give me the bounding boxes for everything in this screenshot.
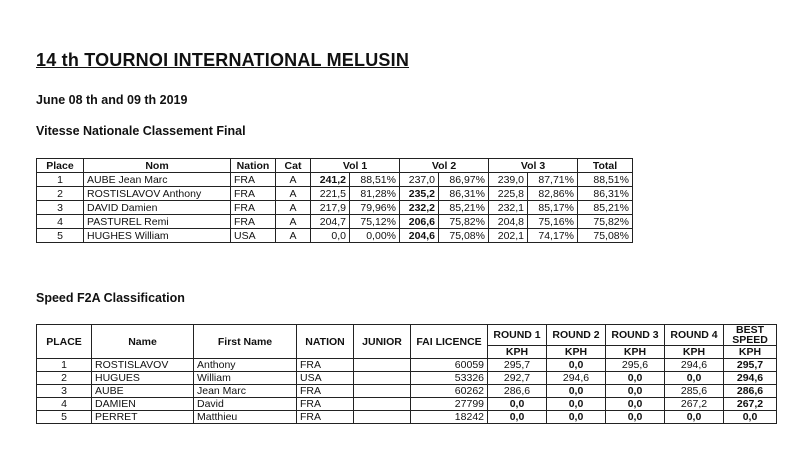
cell-v3: 202,1 xyxy=(489,229,528,243)
cell-total: 75,82% xyxy=(578,215,633,229)
cell-r2: 0,0 xyxy=(547,411,606,424)
cell-place: 2 xyxy=(37,187,84,201)
section-title-national: Vitesse Nationale Classement Final xyxy=(36,124,246,138)
cell-fai: 60059 xyxy=(411,359,488,372)
cell-v2: 235,2 xyxy=(400,187,439,201)
cell-cat: A xyxy=(276,201,311,215)
cell-r4: 285,6 xyxy=(665,385,724,398)
cell-first: David xyxy=(194,398,297,411)
cell-name: AUBE xyxy=(92,385,194,398)
cell-r4: 294,6 xyxy=(665,359,724,372)
cell-first: Anthony xyxy=(194,359,297,372)
cell-nom: ROSTISLAVOV Anthony xyxy=(84,187,231,201)
cell-r1: 286,6 xyxy=(488,385,547,398)
col-cat: Cat xyxy=(276,159,311,173)
page-title: 14 th TOURNOI INTERNATIONAL MELUSIN xyxy=(36,50,410,70)
cell-place: 5 xyxy=(37,411,92,424)
cell-v1: 221,5 xyxy=(311,187,350,201)
cell-first: Jean Marc xyxy=(194,385,297,398)
cell-best: 294,6 xyxy=(724,372,777,385)
cell-cat: A xyxy=(276,229,311,243)
cell-nation: USA xyxy=(297,372,354,385)
cell-r3: 0,0 xyxy=(606,372,665,385)
cell-nation: FRA xyxy=(231,173,276,187)
cell-nation: FRA xyxy=(297,359,354,372)
f2a-results-table xyxy=(36,324,777,424)
cell-place: 2 xyxy=(37,372,92,385)
cell-v2: 237,0 xyxy=(400,173,439,187)
cell-nom: HUGHES William xyxy=(84,229,231,243)
cell-junior xyxy=(354,372,411,385)
cell-place: 1 xyxy=(37,173,84,187)
cell-nation: FRA xyxy=(231,215,276,229)
table-row xyxy=(37,187,633,201)
cell-v2: 232,2 xyxy=(400,201,439,215)
cell-nation: USA xyxy=(231,229,276,243)
best-label: BEST xyxy=(735,324,764,336)
cell-r1: 0,0 xyxy=(488,411,547,424)
cell-r3: 0,0 xyxy=(606,398,665,411)
cell-name: DAMIEN xyxy=(92,398,194,411)
cell-total: 86,31% xyxy=(578,187,633,201)
cell-total: 85,21% xyxy=(578,201,633,215)
cell-name: ROSTISLAVOV xyxy=(92,359,194,372)
cell-name: HUGUES xyxy=(92,372,194,385)
col-junior: JUNIOR xyxy=(354,325,411,359)
col-total: Total xyxy=(578,159,633,173)
cell-fai: 53326 xyxy=(411,372,488,385)
speed-label: SPEED xyxy=(732,334,768,346)
cell-p1: 75,12% xyxy=(350,215,400,229)
cell-best: 0,0 xyxy=(724,411,777,424)
unit-kph-r3: KPH xyxy=(606,346,665,359)
unit-kph-best: KPH xyxy=(724,346,777,359)
cell-p3: 74,17% xyxy=(528,229,578,243)
cell-p1: 88,51% xyxy=(350,173,400,187)
col-name: Name xyxy=(92,325,194,359)
cell-best: 267,2 xyxy=(724,398,777,411)
cell-place: 1 xyxy=(37,359,92,372)
section-title-f2a: Speed F2A Classification xyxy=(36,291,185,305)
cell-r3: 295,6 xyxy=(606,359,665,372)
cell-v1: 204,7 xyxy=(311,215,350,229)
cell-p2: 85,21% xyxy=(439,201,489,215)
cell-p1: 81,28% xyxy=(350,187,400,201)
cell-p3: 82,86% xyxy=(528,187,578,201)
event-date: June 08 th and 09 th 2019 xyxy=(36,93,188,107)
cell-nation: FRA xyxy=(297,411,354,424)
unit-kph-r4: KPH xyxy=(665,346,724,359)
table-row xyxy=(37,385,777,398)
cell-fai: 18242 xyxy=(411,411,488,424)
cell-r2: 0,0 xyxy=(547,385,606,398)
cell-nom: DAVID Damien xyxy=(84,201,231,215)
cell-r1: 292,7 xyxy=(488,372,547,385)
cell-junior xyxy=(354,359,411,372)
cell-total: 88,51% xyxy=(578,173,633,187)
cell-r1: 0,0 xyxy=(488,398,547,411)
cell-best: 286,6 xyxy=(724,385,777,398)
col-nation: NATION xyxy=(297,325,354,359)
table-header-row xyxy=(37,159,633,173)
table-header-row xyxy=(37,325,777,346)
col-round4: ROUND 4 xyxy=(665,325,724,346)
cell-v1: 241,2 xyxy=(311,173,350,187)
cell-v3: 239,0 xyxy=(489,173,528,187)
cell-place: 3 xyxy=(37,201,84,215)
col-place: Place xyxy=(37,159,84,173)
table-row xyxy=(37,173,633,187)
cell-first: William xyxy=(194,372,297,385)
cell-v1: 0,0 xyxy=(311,229,350,243)
cell-cat: A xyxy=(276,215,311,229)
cell-p1: 0,00% xyxy=(350,229,400,243)
cell-p3: 87,71% xyxy=(528,173,578,187)
cell-r2: 0,0 xyxy=(547,398,606,411)
cell-p2: 75,82% xyxy=(439,215,489,229)
col-fai-licence: FAI LICENCE xyxy=(411,325,488,359)
table-row xyxy=(37,411,777,424)
cell-junior xyxy=(354,398,411,411)
cell-p2: 86,97% xyxy=(439,173,489,187)
cell-v3: 204,8 xyxy=(489,215,528,229)
cell-v1: 217,9 xyxy=(311,201,350,215)
col-round2: ROUND 2 xyxy=(547,325,606,346)
col-nation: Nation xyxy=(231,159,276,173)
cell-p2: 75,08% xyxy=(439,229,489,243)
cell-r2: 0,0 xyxy=(547,359,606,372)
cell-p3: 85,17% xyxy=(528,201,578,215)
cell-junior xyxy=(354,411,411,424)
national-results-table xyxy=(36,158,633,243)
col-vol1: Vol 1 xyxy=(311,159,400,173)
cell-cat: A xyxy=(276,187,311,201)
cell-v3: 232,1 xyxy=(489,201,528,215)
table-row xyxy=(37,398,777,411)
table-row xyxy=(37,372,777,385)
table-row xyxy=(37,359,777,372)
cell-place: 4 xyxy=(37,398,92,411)
cell-p3: 75,16% xyxy=(528,215,578,229)
cell-fai: 60262 xyxy=(411,385,488,398)
col-best-speed xyxy=(724,325,777,346)
cell-nom: PASTUREL Remi xyxy=(84,215,231,229)
cell-v2: 204,6 xyxy=(400,229,439,243)
col-nom: Nom xyxy=(84,159,231,173)
cell-first: Matthieu xyxy=(194,411,297,424)
col-round1: ROUND 1 xyxy=(488,325,547,346)
cell-r3: 0,0 xyxy=(606,411,665,424)
col-round3: ROUND 3 xyxy=(606,325,665,346)
cell-cat: A xyxy=(276,173,311,187)
cell-v2: 206,6 xyxy=(400,215,439,229)
cell-p2: 86,31% xyxy=(439,187,489,201)
cell-r4: 0,0 xyxy=(665,411,724,424)
cell-r4: 0,0 xyxy=(665,372,724,385)
cell-r4: 267,2 xyxy=(665,398,724,411)
col-place: PLACE xyxy=(37,325,92,359)
cell-name: PERRET xyxy=(92,411,194,424)
cell-v3: 225,8 xyxy=(489,187,528,201)
cell-place: 3 xyxy=(37,385,92,398)
cell-r3: 0,0 xyxy=(606,385,665,398)
cell-r2: 294,6 xyxy=(547,372,606,385)
cell-total: 75,08% xyxy=(578,229,633,243)
table-row xyxy=(37,229,633,243)
cell-junior xyxy=(354,385,411,398)
cell-nation: FRA xyxy=(297,398,354,411)
cell-nation: FRA xyxy=(297,385,354,398)
unit-kph-r2: KPH xyxy=(547,346,606,359)
col-vol3: Vol 3 xyxy=(489,159,578,173)
cell-place: 5 xyxy=(37,229,84,243)
cell-p1: 79,96% xyxy=(350,201,400,215)
cell-fai: 27799 xyxy=(411,398,488,411)
cell-r1: 295,7 xyxy=(488,359,547,372)
table-row xyxy=(37,201,633,215)
cell-place: 4 xyxy=(37,215,84,229)
unit-kph-r1: KPH xyxy=(488,346,547,359)
col-vol2: Vol 2 xyxy=(400,159,489,173)
cell-best: 295,7 xyxy=(724,359,777,372)
table-row xyxy=(37,215,633,229)
cell-nom: AUBE Jean Marc xyxy=(84,173,231,187)
col-first-name: First Name xyxy=(194,325,297,359)
cell-nation: FRA xyxy=(231,187,276,201)
cell-nation: FRA xyxy=(231,201,276,215)
